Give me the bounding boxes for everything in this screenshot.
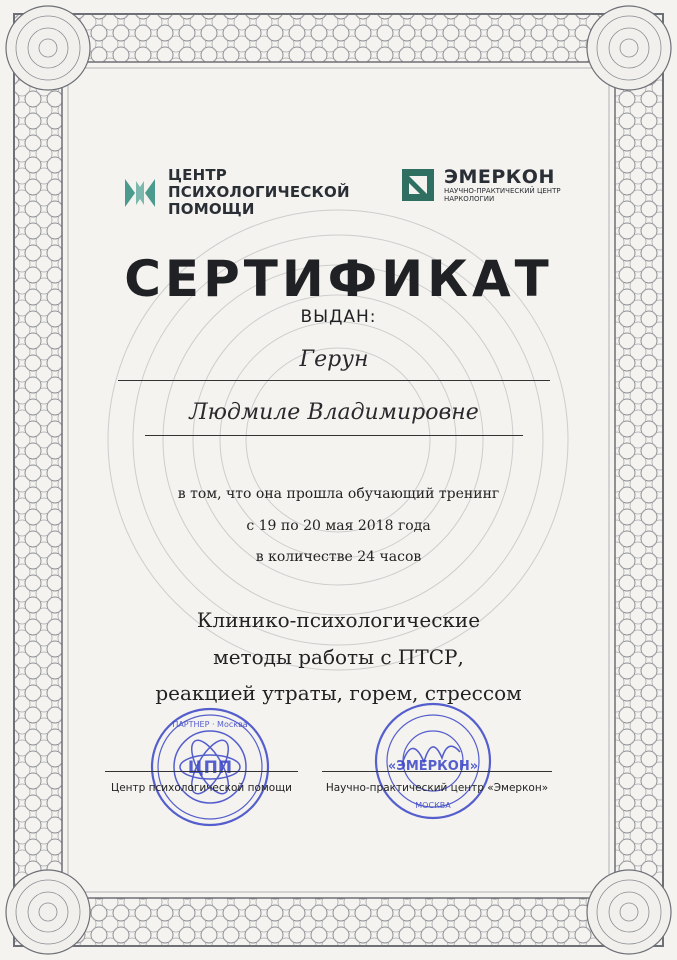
certificate-title: СЕРТИФИКАТ — [124, 250, 553, 308]
recipient-given-name — [145, 400, 523, 436]
svg-text:«ЭМЕРКОН»: «ЭМЕРКОН» — [387, 759, 479, 774]
svg-text:ЦПП: ЦПП — [187, 758, 233, 778]
svg-text:ПАРТНЕР · Москва: ПАРТНЕР · Москва — [172, 720, 248, 729]
right-signature-label: Научно-практический центр «Эмеркон» — [325, 782, 549, 794]
body-line-3: в количестве 24 часов — [255, 549, 422, 565]
svg-text:МОСКВА: МОСКВА — [415, 801, 451, 810]
right-signature-line — [322, 771, 552, 772]
right-stamp-seal — [372, 700, 494, 822]
program-line-2: методы работы с ПТСР, — [213, 645, 464, 669]
surname-underline — [118, 380, 550, 381]
left-stamp-seal — [148, 705, 273, 830]
recipient-surname-text: Герун — [299, 347, 369, 372]
emerkon-logo — [400, 167, 564, 203]
recipient-surname — [118, 347, 550, 381]
body-line-1: в том, что она прошла обучающий тренинг — [177, 486, 500, 502]
recipient-given-text: Людмиле Владимировне — [189, 400, 479, 425]
left-signature-label: Центр психологической помощи — [111, 782, 292, 794]
center-logo-line1: ЦЕНТР ПСИХОЛОГИЧЕСКОЙ — [168, 166, 350, 201]
emerkon-logo-text — [444, 167, 564, 203]
left-signature-line — [105, 771, 298, 772]
given-underline — [145, 435, 523, 436]
center-psych-logo — [122, 167, 398, 218]
emerkon-logo-mark-icon — [400, 167, 436, 203]
issued-to-label: ВЫДАН: — [300, 307, 377, 327]
center-logo-line2: ПОМОЩИ — [168, 200, 255, 218]
emerkon-logo-sub1: НАУЧНО-ПРАКТИЧЕСКИЙ ЦЕНТР — [444, 187, 561, 195]
program-line-1: Клинико-психологические — [196, 608, 481, 632]
emerkon-logo-sub2: НАРКОЛОГИИ — [444, 195, 495, 203]
center-logo-text — [168, 167, 398, 218]
logo-row — [0, 163, 677, 218]
body-line-2: с 19 по 20 мая 2018 года — [246, 518, 431, 534]
center-logo-mark-icon — [122, 175, 158, 211]
program-line-3: реакцией утраты, горем, стрессом — [155, 681, 522, 705]
emerkon-logo-name: ЭМЕРКОН — [444, 166, 555, 188]
